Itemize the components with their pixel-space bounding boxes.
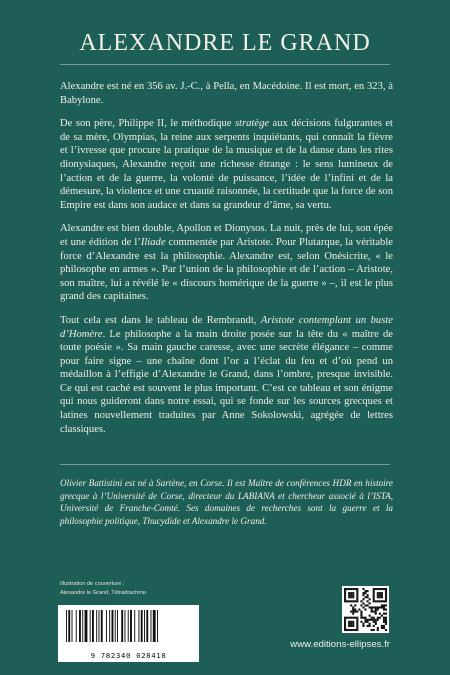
blurb <box>60 80 393 446</box>
qr-code <box>342 586 389 633</box>
cover-credit-line1: Illustration de couverture : <box>60 581 125 587</box>
bio-divider <box>60 464 390 465</box>
paragraph-3-text-a: Alexandre est bien double, Apollon et Dionysos. La nuit, près de lui, son épée et une édition de l’ <box>60 223 393 248</box>
qr-code-pattern <box>342 586 389 633</box>
author-bio: Olivier Battistini est né à Sartène, en Corse. Il est Maître de conférences HDR en histoire grecque à l’Université de Corse, directeur du LABIANA et chercheur associé à l’ISTA, Université de Franche-Comté. Ses domaines de recherches sont la guerre et la philosophie politique, Thucydide et Alexandre le Grand. <box>60 478 393 526</box>
paragraph-2 <box>60 117 393 212</box>
website-link[interactable]: www.editions-ellipses.fr <box>290 639 390 650</box>
paragraph-4-text-b: . Le philosophe a la main droite posée sur la tête du « maître de toute poésie ». Sa main gauche caresse, avec une secrète élégance – comme pour faire signe – une chaîne dont l’or a l’éclat du feu et d’où pend un médaillon à l’effigie d’Alexandre le Grand, dans l’ombre, presque invisible. Ce qui est caché est souvent le plus important. C’est ce tableau et son énigme qui nous guideront dans notre essai, qui se fonde sur les sources grecques et latines nouvellement traduites par Anne Sokolowski, agrégée de lettres classiques. <box>60 328 393 435</box>
paragraph-2-text-a: De son père, Philippe II, le méthodique <box>60 118 235 130</box>
paragraph-2-italic: stratège <box>234 118 270 130</box>
paragraph-1 <box>60 80 393 107</box>
paragraph-4-text-a: Tout cela est dans le tableau de Rembrandt, <box>60 314 261 326</box>
cover-credit-line2: Alexandre le Grand, Tétradrachme. <box>60 590 148 596</box>
isbn-number: 9 782340 028418 <box>90 651 167 660</box>
paragraph-3-text-b: commentée par Aristote. Pour Plutarque, la véritable force d’Alexandre est la philosophie. Alexandre est, selon Onésicrite, « le philosophe en armes ». Par l’union de la philosophie et de l’action – Aristote, son maître, lui a révélé le « discours homérique de la guerre » –, il est le plus grand des capitaines. <box>60 236 393 303</box>
barcode-bars <box>58 605 199 652</box>
book-title: ALEXANDRE LE GRAND <box>79 30 371 56</box>
title-divider <box>60 64 390 65</box>
paragraph-2-text-b: aux décisions fulgurantes et de sa mère, Olympias, la reine aux serpents inquiétants, qui connaît la fièvre et l’ivresse que procure la pratique de la musique et de la danse dans les rites dionysiaques, Alexandre reçoit une richesse étrange : le sens lumineux de l’action et de la guerre, la volonté de puissance, l’idée de l’infini et de la démesure, la violence et une cruauté raisonnée, la certitude que la force de son Empire est dans son audace et dans sa grandeur d’âme, sa vertu. <box>60 118 393 211</box>
paragraph-4 <box>60 314 393 436</box>
isbn-barcode <box>58 605 199 662</box>
paragraph-1-text: Alexandre est né en 356 av. J.-C., à Pella, en Macédoine. Il est mort, en 323, à Babylone. <box>60 81 393 106</box>
paragraph-4-italic: Aristote contemplant un buste d’Homère <box>60 314 393 340</box>
cover-credit <box>60 580 148 598</box>
paragraph-3 <box>60 222 393 304</box>
paragraph-3-italic: Iliade <box>140 236 166 248</box>
